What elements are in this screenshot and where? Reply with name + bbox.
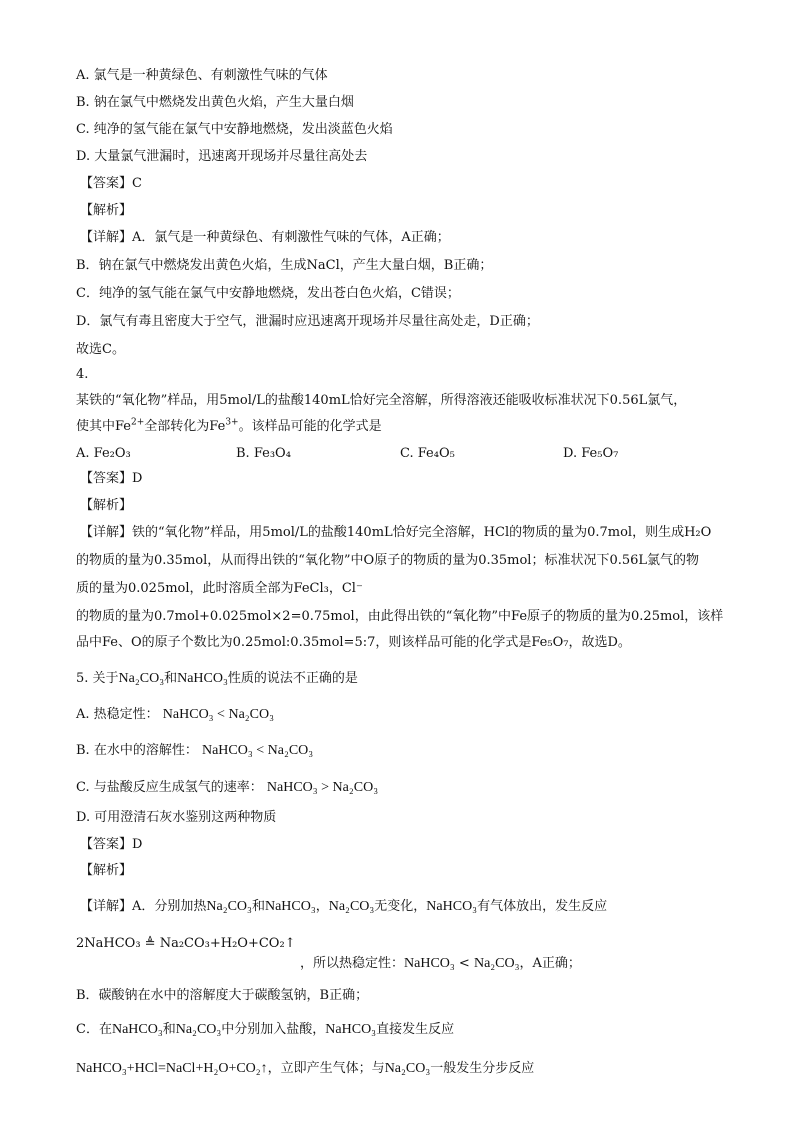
q5-detail-line: C．在NaHCO₃和Na₂CO₃中分别加入盐酸，NaHCO₃直接发生反应: [76, 1022, 455, 1037]
q3-detail-line: 【详解】A．氯气是一种黄绿色、有刺激性气味的气体，A正确；: [80, 230, 450, 245]
q4-option-a: A. Fe₂O₃: [76, 446, 131, 461]
q5-detail-line: B．碳酸钠在水中的溶解度大于碳酸氢钠，B正确；: [76, 988, 369, 1003]
q5-detail-line: 【详解】A．分别加热Na₂CO₃和NaHCO₃，Na₂CO₃无变化，NaHCO₃有气体放出，发生反应: [80, 899, 608, 914]
q4-option-b: B. Fe₃O₄: [236, 446, 291, 461]
q5-option-a: A. 热稳定性： NaHCO₃ < Na₂CO₃: [76, 707, 274, 722]
q5-option-d: D. 可用澄清石灰水鉴别这两种物质: [76, 810, 277, 825]
q4-number: 4.: [76, 367, 89, 382]
q4-stem-line: 使其中$Fe^{2+}$全部转化为$Fe^{3+}$。该样品可能的化学式是: [76, 417, 382, 434]
q4-detail-line: 【详解】铁的“氧化物”样品，用5mol/L的盐酸140mL恰好完全溶解，HCl的物质的量为0.7mol，则生成H₂O: [80, 525, 712, 540]
q3-option-a: A. 氯气是一种黄绿色、有刺激性气味的气体: [76, 68, 328, 83]
q3-analysis-label: 【解析】: [80, 203, 133, 218]
q4-detail-line: 的物质的量为0.35mol，从而得出铁的“氧化物”中O原子的物质的量为0.35mol；标准状况下0.56L氯气的物: [76, 553, 700, 568]
q3-detail-line: D．氯气有毒且密度大于空气，泄漏时应迅速离开现场并尽量往高处走，D正确；: [76, 314, 539, 329]
q3-detail-line: B．钠在氯气中燃烧发出黄色火焰，生成NaCl，产生大量白烟，B正确；: [76, 258, 493, 273]
q4-detail-line: 质的量为0.025mol，此时溶质全部为FeCl₃，Cl⁻: [76, 581, 363, 596]
q4-stem-line: 某铁的“氧化物”样品，用5mol/L的盐酸140mL恰好完全溶解，所得溶液还能吸收标准状况下0.56L氯气，: [76, 393, 687, 408]
q5-equation-1: 2NaHCO₃ ≜ Na₂CO₃+H₂O+CO₂↑: [76, 936, 296, 951]
q4-answer: 【答案】D: [80, 471, 143, 486]
q3-option-c: C. 纯净的氢气能在氯气中安静地燃烧，发出淡蓝色火焰: [76, 122, 393, 137]
q3-detail-line: C．纯净的氢气能在氯气中安静地燃烧，发出苍白色火焰，C错误；: [76, 286, 460, 301]
q3-option-d: D. 大量氯气泄漏时，迅速离开现场并尽量往高处去: [76, 149, 368, 164]
q5-detail-line: NaHCO₃+HCl=NaCl+H₂O+CO₂↑，立即产生气体；与Na₂CO₃一般发生分步反应: [76, 1061, 535, 1076]
q5-option-b: B. 在水中的溶解性： NaHCO₃ < Na₂CO₃: [76, 743, 314, 758]
q5-analysis-label: 【解析】: [80, 863, 133, 878]
q4-detail-line: 的物质的量为0.7mol+0.025mol×2=0.75mol，由此得出铁的“氧化物”中Fe原子的物质的量为0.25mol，该样: [76, 609, 724, 624]
q4-analysis-label: 【解析】: [80, 498, 133, 513]
q3-option-b: B. 钠在氯气中燃烧发出黄色火焰，产生大量白烟: [76, 95, 354, 110]
q5-stem: 5. 关于Na₂CO₃和NaHCO₃性质的说法不正确的是: [76, 671, 358, 686]
q3-conclusion: 故选C。: [76, 342, 125, 357]
q5-answer: 【答案】D: [80, 837, 143, 852]
q4-detail-line: 品中Fe、O的原子个数比为0.25mol:0.35mol=5:7，则该样品可能的化学式是Fe₅O₇，故选D。: [76, 635, 631, 650]
q5-option-c: C. 与盐酸反应生成氢气的速率： NaHCO₃ > Na₂CO₃: [76, 780, 379, 795]
q5-detail-line: ，所以热稳定性：NaHCO₃ < Na₂CO₃，A正确；: [300, 956, 581, 971]
q4-option-c: C. Fe₄O₅: [400, 446, 455, 461]
q4-option-d: D. Fe₅O₇: [563, 446, 619, 461]
q3-answer: 【答案】C: [80, 176, 142, 191]
